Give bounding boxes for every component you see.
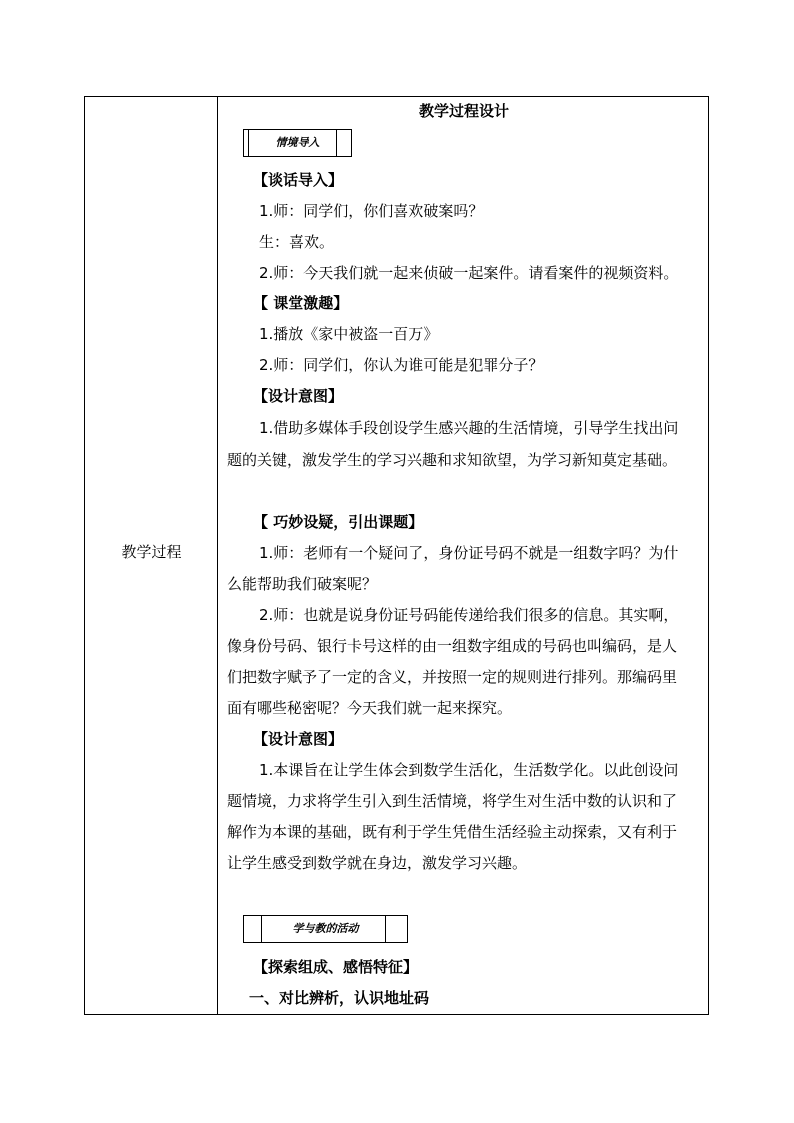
text-line: 1.本课旨在让学生体会到数学生活化，生活数学化。以此创设问 xyxy=(259,761,679,779)
text-line: 解作为本课的基础，既有利于学生凭借生活经验主动探索，又有利于 xyxy=(227,823,678,841)
text-line: 生：喜欢。 xyxy=(259,233,335,251)
page-title: 教学过程设计 xyxy=(418,102,509,120)
section-label: 教学过程 xyxy=(121,543,182,561)
text-line: 面有哪些秘密呢？今天我们就一起来探究。 xyxy=(227,699,513,717)
text-line: 1.师：同学们，你们喜欢破案吗？ xyxy=(259,202,484,220)
heading-design-intent: 【设计意图】 xyxy=(253,730,344,748)
left-column xyxy=(85,97,218,1014)
heading-design-intent: 【设计意图】 xyxy=(253,387,344,405)
text-line: 1.师：老师有一个疑问了，身份证号码不就是一组数字吗？为什 xyxy=(259,544,679,562)
section-tag-label: 学与教的活动 xyxy=(292,922,359,935)
text-line: 让学生感受到数学就在身边，激发学习兴趣。 xyxy=(227,854,528,872)
right-column xyxy=(219,97,709,1014)
heading-subsection: 一、对比辨析，认识地址码 xyxy=(249,989,430,1007)
text-line: 们把数字赋予了一定的含义，并按照一定的规则进行排列。那编码里 xyxy=(227,668,678,686)
text-line: 1.借助多媒体手段创设学生感兴趣的生活情境，引导学生找出问 xyxy=(259,419,679,437)
text-line: 1.播放《家中被盗一百万》 xyxy=(259,325,439,343)
lesson-table xyxy=(84,96,709,1015)
heading-class-interest: 【 课堂激趣】 xyxy=(253,294,349,312)
text-line: 么能帮助我们破案呢？ xyxy=(227,575,378,593)
text-line: 2.师：也就是说身份证号码能传递给我们很多的信息。其实啊， xyxy=(259,606,679,624)
heading-talk-intro: 【谈话导入】 xyxy=(253,171,344,189)
heading-clever-doubt: 【 巧妙设疑，引出课题】 xyxy=(253,513,424,531)
section-tag-label: 情境导入 xyxy=(275,136,320,149)
text-line: 2.师：今天我们就一起来侦破一起案件。请看案件的视频资料。 xyxy=(259,264,679,282)
text-line: 像身份号码、银行卡号这样的由一组数字组成的号码也叫编码，是人 xyxy=(227,637,678,655)
section-tag-box xyxy=(243,129,352,157)
text-line: 题的关键，激发学生的学习兴趣和求知欲望，为学习新知莫定基础。 xyxy=(227,451,678,469)
text-line: 2.师：同学们，你认为谁可能是犯罪分子？ xyxy=(259,356,544,374)
section-tag-box xyxy=(243,915,408,943)
heading-explore: 【探索组成、感悟特征】 xyxy=(253,958,419,976)
text-line: 题情境，力求将学生引入到生活情境，将学生对生活中数的认识和了 xyxy=(227,792,678,810)
